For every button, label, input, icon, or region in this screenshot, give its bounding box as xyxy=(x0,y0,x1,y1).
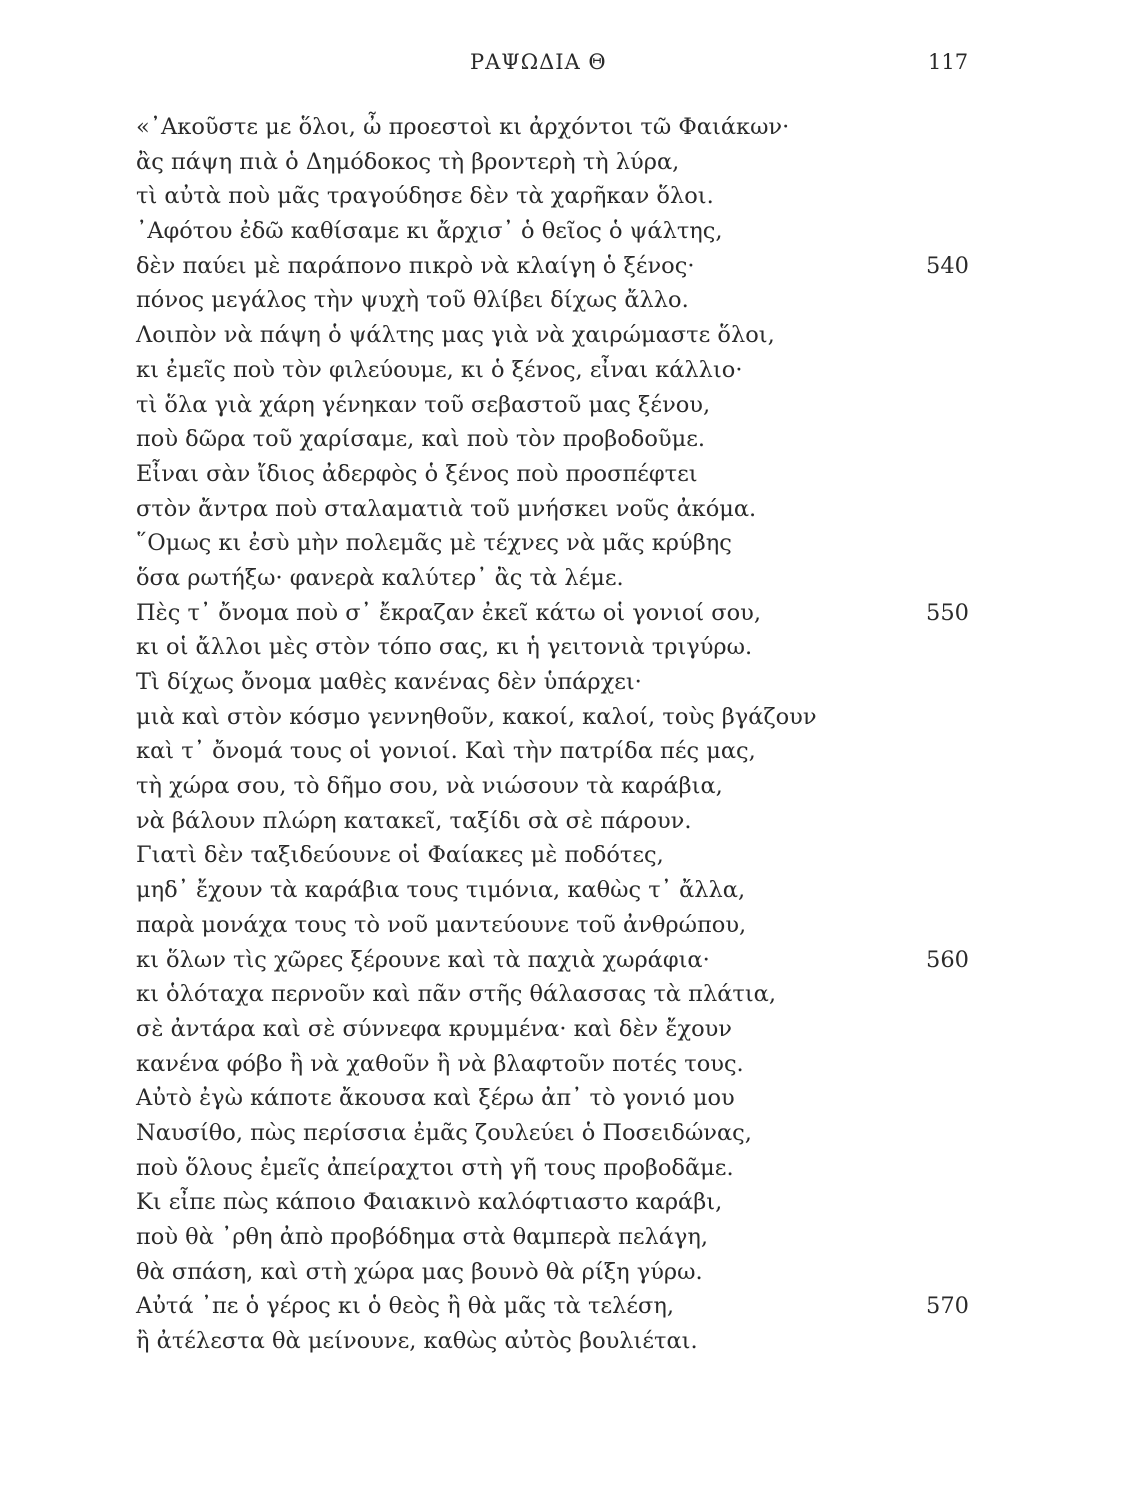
verse-text: ποὺ ὅλους ἐμεῖς ἀπείραχτοι στὴ γῆ τους προβοδᾶμε. xyxy=(136,1154,734,1181)
verse-line xyxy=(136,283,996,318)
verse-text: κανένα φόβο ἢ νὰ χαθοῦν ἢ νὰ βλαφτοῦν ποτές τους. xyxy=(136,1050,744,1077)
verse-text: νὰ βάλουν πλώρη κατακεῖ, ταξίδι σὰ σὲ πάρουν. xyxy=(136,807,692,834)
verse-text: Γιατὶ δὲν ταξιδεύουνε οἱ Φαίακες μὲ ποδότες, xyxy=(136,842,664,869)
verse-text: καὶ τ᾿ ὄνομά τους οἱ γονιοί. Καὶ τὴν πατρίδα πές μας, xyxy=(136,738,756,765)
verse-line xyxy=(136,1081,996,1116)
line-number: 570 xyxy=(926,1293,969,1320)
verse-line xyxy=(136,804,996,839)
verse-text: ᾿Αφότου ἐδῶ καθίσαμε κι ἄρχισ᾿ ὁ θεῖος ὁ ψάλτης, xyxy=(136,218,723,245)
verse-line xyxy=(136,526,996,561)
verse-line xyxy=(136,1324,996,1359)
verse-text: «᾿Ακοῦστε με ὅλοι, ὦ προεστοὶ κι ἀρχόντοι τῶ Φαιάκων· xyxy=(136,114,790,140)
verse-line xyxy=(136,630,996,665)
verse-text: δὲν παύει μὲ παράπονο πικρὸ νὰ κλαίγη ὁ ξένος· xyxy=(136,252,695,279)
verse-line xyxy=(136,249,996,284)
line-number: 550 xyxy=(926,599,969,626)
verse-line xyxy=(136,492,996,527)
verse-line xyxy=(136,1012,996,1047)
verse-text: ὅσα ρωτήξω· φανερὰ καλύτερ᾿ ἂς τὰ λέμε. xyxy=(136,564,624,591)
verse-line xyxy=(136,908,996,943)
line-number: 560 xyxy=(926,946,969,973)
verse-line xyxy=(136,977,996,1012)
verse-text: Αὐτὸ ἐγὼ κάποτε ἄκουσα καὶ ξέρω ἀπ᾿ τὸ γονιό μου xyxy=(136,1085,735,1112)
verse-text: τὶ αὐτὰ ποὺ μᾶς τραγούδησε δὲν τὰ χαρῆκαν ὅλοι. xyxy=(136,183,714,210)
verse-text: Εἶναι σὰν ἴδιος ἀδερφὸς ὁ ξένος ποὺ προσπέφτει xyxy=(136,460,698,487)
verse-line xyxy=(136,596,996,631)
verse-text: τὶ ὅλα γιὰ χάρη γένηκαν τοῦ σεβαστοῦ μας ξένου, xyxy=(136,391,711,418)
verse-line xyxy=(136,179,996,214)
verse-line xyxy=(136,873,996,908)
verse-text: θὰ σπάση, καὶ στὴ χώρα μας βουνὸ θὰ ρίξη γύρω. xyxy=(136,1258,703,1285)
verse-text: ποὺ δῶρα τοῦ χαρίσαμε, καὶ ποὺ τὸν προβοδοῦμε. xyxy=(136,426,706,453)
verse-text: σὲ ἀντάρα καὶ σὲ σύννεφα κρυμμένα· καὶ δὲν ἔχουν xyxy=(136,1015,732,1042)
verse-text: παρὰ μονάχα τους τὸ νοῦ μαντεύουνε τοῦ ἀνθρώπου, xyxy=(136,911,747,938)
page-number: 117 xyxy=(928,50,969,74)
verse-text: τὴ χώρα σου, τὸ δῆμο σου, νὰ νιώσουν τὰ καράβια, xyxy=(136,773,723,800)
verse-text: Πὲς τ᾿ ὄνομα ποὺ σ᾿ ἔκραζαν ἐκεῖ κάτω οἱ γονιοί σου, xyxy=(136,599,761,626)
verse-text: κι οἱ ἄλλοι μὲς στὸν τόπο σας, κι ἡ γειτονιὰ τριγύρω. xyxy=(136,634,753,661)
verse-text: Αὐτά ᾿πε ὁ γέρος κι ὁ θεὸς ἢ θὰ μᾶς τὰ τελέση, xyxy=(136,1293,675,1320)
verse-text: Ναυσίθο, πὼς περίσσια ἐμᾶς ζουλεύει ὁ Ποσειδώνας, xyxy=(136,1119,752,1146)
verse-text: Τὶ δίχως ὄνομα μαθὲς κανένας δὲν ὑπάρχει· xyxy=(136,669,642,695)
verse-text: Λοιπὸν νὰ πάψη ὁ ψάλτης μας γιὰ νὰ χαιρώμαστε ὅλοι, xyxy=(136,322,775,349)
verse-line xyxy=(136,665,996,700)
verse-line xyxy=(136,145,996,180)
verse-text: ῞Ομως κι ἐσὺ μὴν πολεμᾶς μὲ τέχνες νὰ μᾶς κρύβης xyxy=(136,530,732,557)
verse-line xyxy=(136,1220,996,1255)
verse-line xyxy=(136,838,996,873)
running-head xyxy=(0,44,1142,84)
verse-line xyxy=(136,422,996,457)
verse-text: πόνος μεγάλος τὴν ψυχὴ τοῦ θλίβει δίχως ἄλλο. xyxy=(136,287,689,314)
verse-line xyxy=(136,1047,996,1082)
verse-line xyxy=(136,1185,996,1220)
verse-line xyxy=(136,388,996,423)
verse-line xyxy=(136,110,996,145)
verse-text: κι ὅλων τὶς χῶρες ξέρουνε καὶ τὰ παχιὰ χωράφια· xyxy=(136,946,710,973)
verse-line xyxy=(136,700,996,735)
verse-line xyxy=(136,734,996,769)
verse-line xyxy=(136,769,996,804)
verse-line xyxy=(136,1255,996,1290)
verse-text: ἢ ἀτέλεστα θὰ μείνουνε, καθὼς αὐτὸς βουλιέται. xyxy=(136,1328,698,1355)
verse-line xyxy=(136,1116,996,1151)
verse-line xyxy=(136,1151,996,1186)
verse-text: ἂς πάψη πιὰ ὁ Δημόδοκος τὴ βροντερὴ τὴ λύρα, xyxy=(136,148,680,175)
verse-line xyxy=(136,1289,996,1324)
verse-text: μηδ᾿ ἔχουν τὰ καράβια τους τιμόνια, καθὼς τ᾿ ἄλλα, xyxy=(136,877,746,904)
line-number: 540 xyxy=(926,252,969,279)
verse-line xyxy=(136,457,996,492)
verse-line xyxy=(136,214,996,249)
verse-text: κι ἐμεῖς ποὺ τὸν φιλεύουμε, κι ὁ ξένος, εἶναι κάλλιο· xyxy=(136,356,743,383)
verse-line xyxy=(136,561,996,596)
verse-text: κι ὁλόταχα περνοῦν καὶ πᾶν στῆς θάλασσας τὰ πλάτια, xyxy=(136,981,777,1008)
poem-body xyxy=(136,110,996,1359)
verse-text: στὸν ἄντρα ποὺ σταλαματιὰ τοῦ μνήσκει νοῦς ἀκόμα. xyxy=(136,495,757,522)
verse-line xyxy=(136,318,996,353)
verse-text: Κι εἶπε πὼς κάποιο Φαιακινὸ καλόφτιαστο καράβι, xyxy=(136,1189,723,1216)
chapter-title: ΡΑΨΩΔΙΑ Θ xyxy=(470,50,607,74)
verse-line xyxy=(136,353,996,388)
verse-line xyxy=(136,943,996,978)
verse-text: ποὺ θὰ ᾿ρθη ἀπὸ προβόδημα στὰ θαμπερὰ πελάγη, xyxy=(136,1224,709,1250)
verse-text: μιὰ καὶ στὸν κόσμο γεννηθοῦν, κακοί, καλοί, τοὺς βγάζουν xyxy=(136,703,817,730)
